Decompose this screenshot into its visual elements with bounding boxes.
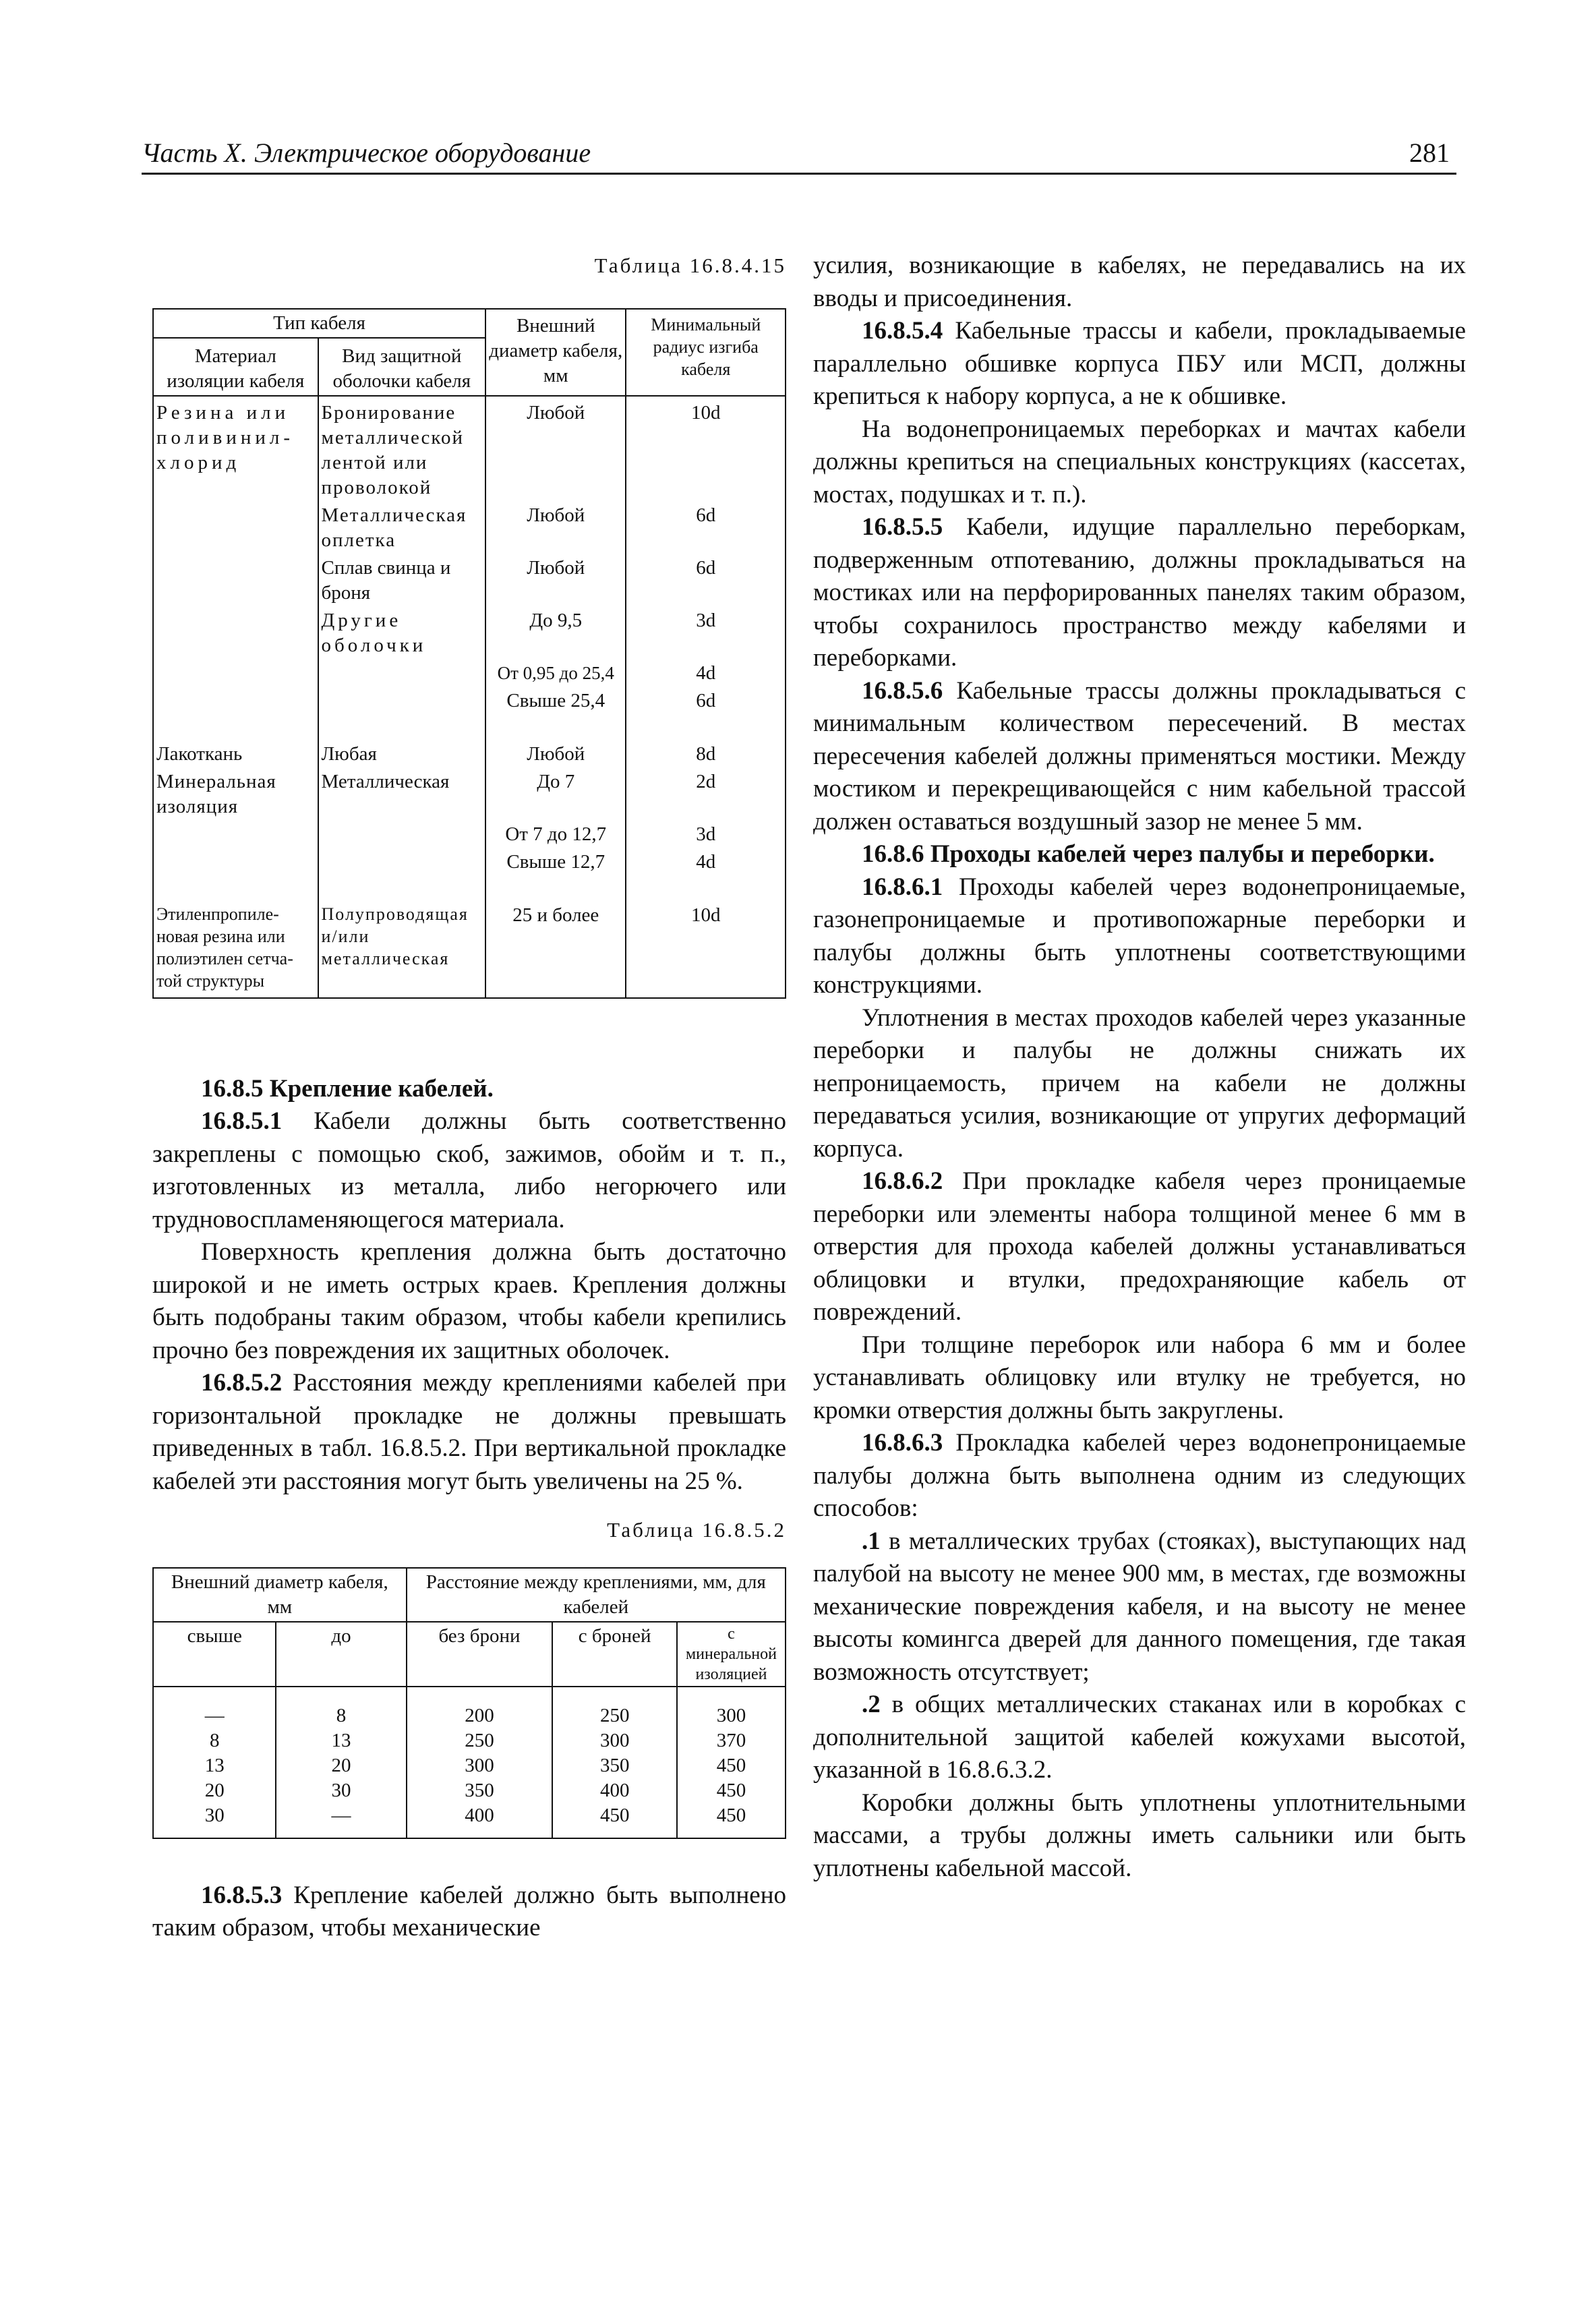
- cell: 20: [276, 1753, 406, 1778]
- paragraph-text: Проходы кабелей через водонепроницаемые, газонепроницаемые и противопожарные переборки и палубы должны быть уплотнены соответствующими конструкциями.: [813, 873, 1466, 999]
- paragraph-text: Крепление кабелей должно быть выполнено таким образом, чтобы механические: [152, 1881, 786, 1941]
- table1-caption: Таблица 16.8.4.15: [594, 254, 786, 277]
- cell-radius: 10d: [626, 902, 786, 998]
- table-row: [153, 396, 786, 502]
- paragraph: Поверхность крепления должна быть достаточно широкой и не иметь острых краев. Крепления должны быть подобраны таким образом, чтобы кабели крепились прочно без повреждения их защитных оболочек.: [152, 1238, 786, 1364]
- cell-diameter: До 9,5: [485, 607, 626, 660]
- cell: 13: [153, 1753, 276, 1778]
- cell-material: Минеральная изоляция: [153, 768, 318, 821]
- section-heading-16-8-5: 16.8.5 Крепление кабелей.: [201, 1074, 494, 1103]
- paragraph-text: Кабели должны быть соответственно закреплены с помощью скоб, зажимов, обойм и т. п., изготовленных из металла, либо негорючего или трудновоспламеняющегося материала.: [152, 1107, 786, 1233]
- paragraph-text: Расстояния между креплениями кабелей при горизонтальной прокладке не должны превышать приведенных в табл. 16.8.5.2. При вертикальной прокладке кабелей эти расстояния могут быть увеличены на 25 %.: [152, 1369, 786, 1495]
- cell: 370: [677, 1728, 786, 1753]
- cell-material: Лакоткань: [153, 740, 318, 768]
- cell-radius: 8d: [626, 740, 786, 768]
- clause-number: 16.8.5.4: [862, 317, 943, 345]
- table-bending-radius: [152, 308, 786, 999]
- th-armor: с броней: [552, 1622, 677, 1687]
- table-row: [153, 821, 786, 848]
- header-title: Часть X. Электрическое оборудование: [142, 138, 591, 168]
- paragraph-text: Кабельные трассы должны прокладываться с минимальным количеством пересечений. В местах пересечения кабелей должны применяться мостики. Между мостиком и перекрещивающейся с ним кабельной трассой должен оставаться воздушный зазор не менее 5 мм.: [813, 676, 1466, 836]
- section-heading-16-8-6: 16.8.6 Проходы кабелей через палубы и переборки.: [862, 840, 1435, 868]
- cell: 250: [552, 1687, 677, 1728]
- cell-sheath: Бронирование металлической лентой или проволокой: [318, 396, 486, 502]
- table-row: [153, 607, 786, 660]
- list-item-number: .2: [862, 1691, 881, 1718]
- cell-material: [153, 660, 318, 687]
- paragraph: [813, 675, 1466, 839]
- cell-sheath: Полупроводящая и/или металлическая: [318, 902, 486, 998]
- paragraph-text: Прокладка кабелей через водонепроницаемые палубы должна быть выполнена одним из следующих способов:: [813, 1429, 1466, 1522]
- paragraph: [813, 1427, 1466, 1525]
- cell: 400: [552, 1778, 677, 1803]
- table-row: [153, 1753, 786, 1778]
- cell-sheath: Металлическая: [318, 768, 486, 821]
- cell-radius: 4d: [626, 848, 786, 876]
- th-sheath: Вид защитной оболочки кабеля: [318, 338, 486, 396]
- cell-diameter: От 7 до 12,7: [485, 821, 626, 848]
- cell-radius: 10d: [626, 396, 786, 502]
- table-row: [153, 902, 786, 998]
- cell: 450: [677, 1753, 786, 1778]
- cell-sheath: Сплав свинца и броня: [318, 554, 486, 607]
- cell-radius: 6d: [626, 554, 786, 607]
- cell-diameter: Любой: [485, 554, 626, 607]
- table-row: [153, 687, 786, 715]
- cell-diameter: Любой: [485, 502, 626, 554]
- paragraph: При толщине переборок или набора 6 мм и более устанавливать облицовку или втулку не требуется, но кромки отверстия должны быть закруглены.: [813, 1331, 1466, 1424]
- cell: 450: [677, 1803, 786, 1838]
- cell-sheath: [318, 821, 486, 848]
- cell-diameter: 25 и более: [485, 902, 626, 998]
- cell-material: [153, 554, 318, 607]
- table-row: [153, 1687, 786, 1728]
- cell: 250: [407, 1728, 553, 1753]
- table-row: [153, 502, 786, 554]
- th-upto: до: [276, 1622, 406, 1687]
- cell-radius: 2d: [626, 768, 786, 821]
- cell-material: Резина или поливинил-хлорид: [153, 396, 318, 502]
- cell-diameter: До 7: [485, 768, 626, 821]
- left-column: [152, 250, 786, 1945]
- list-item: [813, 1689, 1466, 1787]
- th-radius: Минимальный радиус изгиба кабеля: [626, 309, 786, 396]
- cell-material: [153, 607, 318, 660]
- paragraph-text: в металлических трубах (стояках), выступающих над палубой на высоту не менее 900 мм, в местах, где возможны механические повреждения кабеля, и на высоту не менее высоты комингса дверей для данного помещения, где такая возможность отсутствует;: [813, 1527, 1466, 1686]
- clause-number: 16.8.6.3: [862, 1429, 943, 1457]
- cell: 20: [153, 1778, 276, 1803]
- clause-number: 16.8.5.1: [201, 1107, 283, 1135]
- cell-sheath: [318, 848, 486, 876]
- cell-material: [153, 848, 318, 876]
- cell-sheath: [318, 660, 486, 687]
- clause-number: 16.8.6.2: [862, 1167, 943, 1195]
- th-outer-diameter: Внешний диаметр кабеля, мм: [153, 1568, 407, 1622]
- cell: 450: [552, 1803, 677, 1838]
- cell-diameter: Свыше 25,4: [485, 687, 626, 715]
- cell-material: [153, 502, 318, 554]
- paragraph-text: Кабели, идущие параллельно переборкам, подверженным отпотеванию, должны прокладываться на мостиках или на перфорированных панелях таким образом, чтобы сохранилось пространство между кабелями и переборками.: [813, 513, 1466, 672]
- cell: 30: [276, 1778, 406, 1803]
- table-row: [153, 1803, 786, 1838]
- table-row: [153, 660, 786, 687]
- cell: 30: [153, 1803, 276, 1838]
- paragraph: [813, 1165, 1466, 1329]
- clause-number: 16.8.6.1: [862, 873, 943, 901]
- cell: 13: [276, 1728, 406, 1753]
- paragraph: [813, 315, 1466, 413]
- th-mineral: с минеральной изоляцией: [677, 1622, 786, 1687]
- paragraph: [152, 1105, 786, 1236]
- cell: 8: [153, 1728, 276, 1753]
- cell: 450: [677, 1778, 786, 1803]
- cell-radius: 3d: [626, 607, 786, 660]
- cell-diameter: Любой: [485, 740, 626, 768]
- paragraph-text: Кабельные трассы и кабели, прокладываемые параллельно обшивке корпуса ПБУ или МСП, должны крепиться к набору корпуса, а не к обшивке.: [813, 317, 1466, 410]
- paragraph: [813, 511, 1466, 675]
- clause-number: 16.8.5.2: [201, 1369, 283, 1397]
- running-header: [142, 125, 1456, 175]
- cell-material: [153, 687, 318, 715]
- table-row: [153, 1728, 786, 1753]
- table-row: [153, 768, 786, 821]
- paragraph: На водонепроницаемых переборках и мачтах кабели должны крепиться на специальных конструкциях (кассетах, мостах, подушках и т. п.).: [813, 415, 1466, 508]
- table-fastening-distance: [152, 1567, 786, 1839]
- right-column: [813, 250, 1466, 1885]
- cell-radius: 3d: [626, 821, 786, 848]
- table-row: [153, 1778, 786, 1803]
- cell-material: Этиленпропиле-новая резина или полиэтилен сетча-той структуры: [153, 902, 318, 998]
- cell: —: [276, 1803, 406, 1838]
- cell-sheath: Металлическая оплетка: [318, 502, 486, 554]
- paragraph: Уплотнения в местах проходов кабелей через указанные переборки и палубы не должны снижать их непроницаемость, причем на кабели не должны передаваться усилия, возникающие от упругих деформаций корпуса.: [813, 1003, 1466, 1163]
- table2-caption: Таблица 16.8.5.2: [607, 1518, 786, 1542]
- cell: 400: [407, 1803, 553, 1838]
- list-item-number: .1: [862, 1527, 881, 1555]
- cell: 300: [407, 1753, 553, 1778]
- clause-number: 16.8.5.5: [862, 513, 943, 541]
- cell-sheath: Любая: [318, 740, 486, 768]
- clause-number: 16.8.5.3: [201, 1881, 283, 1909]
- cell: —: [153, 1687, 276, 1728]
- paragraph: [152, 1879, 786, 1945]
- table-row: [153, 848, 786, 876]
- th-distance: Расстояние между креплениями, мм, для кабелей: [407, 1568, 786, 1622]
- paragraph: Коробки должны быть уплотнены уплотнительными массами, а трубы должны иметь сальники или быть уплотнены кабельной массой.: [813, 1788, 1466, 1882]
- th-cable-type: Тип кабеля: [153, 309, 485, 338]
- cell: 200: [407, 1687, 553, 1728]
- cell-diameter: От 0,95 до 25,4: [485, 660, 626, 687]
- cell: 300: [552, 1728, 677, 1753]
- paragraph: [152, 1367, 786, 1498]
- cell-sheath: Другие оболочки: [318, 607, 486, 660]
- cell: 8: [276, 1687, 406, 1728]
- th-insulation: Материал изоляции кабеля: [153, 338, 318, 396]
- paragraph: усилия, возникающие в кабелях, не передавались на их вводы и присоединения.: [813, 252, 1466, 312]
- th-diameter: Внешний диаметр кабеля, мм: [485, 309, 626, 396]
- cell: 350: [407, 1778, 553, 1803]
- cell-diameter: Свыше 12,7: [485, 848, 626, 876]
- table-row: [153, 740, 786, 768]
- paragraph-text: При прокладке кабеля через проницаемые переборки или элементы набора толщиной менее 6 мм в отверстия для прохода кабелей должны устанавливаться облицовки и втулки, предохраняющие кабель от повреждений.: [813, 1167, 1466, 1326]
- page-number: 281: [1409, 138, 1450, 168]
- cell-radius: 6d: [626, 502, 786, 554]
- cell: 350: [552, 1753, 677, 1778]
- table-row: [153, 554, 786, 607]
- clause-number: 16.8.5.6: [862, 676, 943, 705]
- cell-sheath: [318, 687, 486, 715]
- cell: 300: [677, 1687, 786, 1728]
- th-over: свыше: [153, 1622, 276, 1687]
- paragraph: [813, 871, 1466, 1002]
- cell-radius: 6d: [626, 687, 786, 715]
- paragraph-text: в общих металлических стаканах или в коробках с дополнительной защитой кабелей кожухами высотой, указанной в 16.8.6.3.2.: [813, 1691, 1466, 1784]
- cell-material: [153, 821, 318, 848]
- th-no-armor: без брони: [407, 1622, 553, 1687]
- cell-radius: 4d: [626, 660, 786, 687]
- list-item: [813, 1525, 1466, 1689]
- cell-diameter: Любой: [485, 396, 626, 502]
